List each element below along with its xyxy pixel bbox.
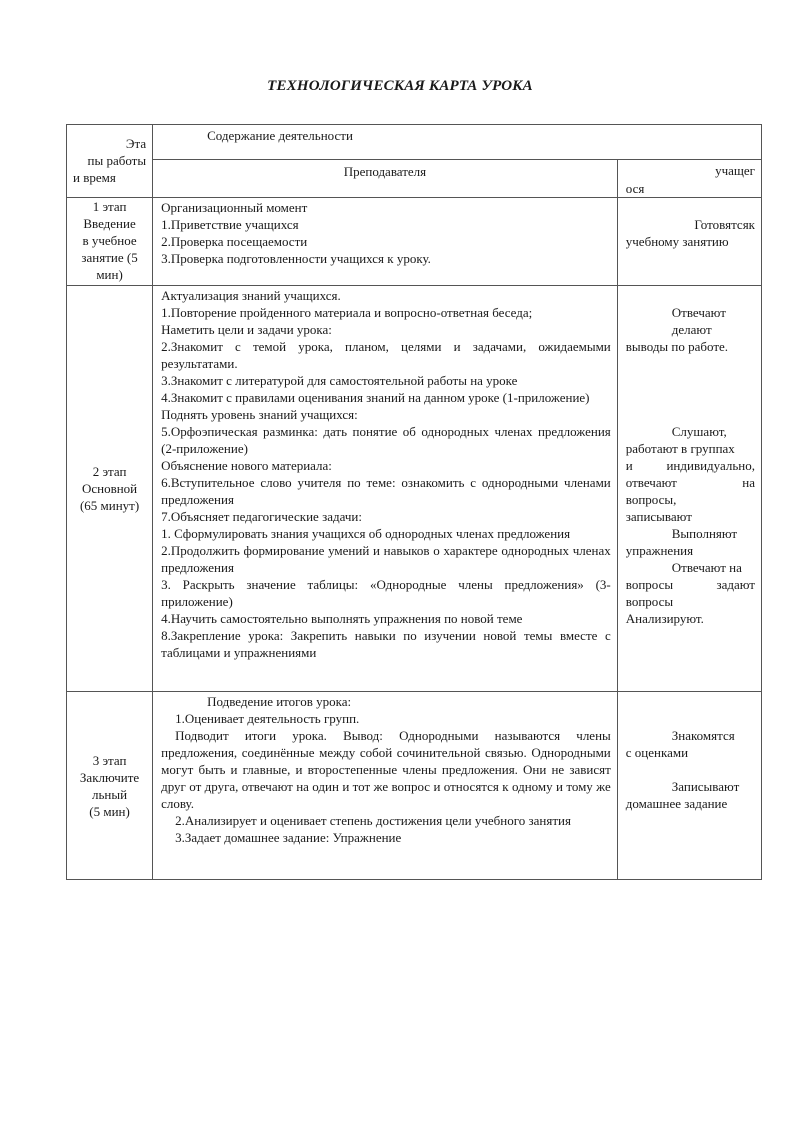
student-line: домашнее задание xyxy=(625,796,728,811)
activity-line: 5.Орфоэпическая разминка: дать понятие об однородных членах предложения (2-приложение) xyxy=(161,424,611,456)
student-activity-cell xyxy=(617,692,761,880)
teacher-activity-cell xyxy=(153,286,618,692)
student-line: Отвечают на xyxy=(671,560,742,575)
student-line: учебному занятию xyxy=(625,234,729,249)
student-line: Записывают xyxy=(671,779,740,794)
activity-line: Подводит итоги урока. Вывод: Однородными называются члены предложения, соединённые между собой сочинительной связью. Однородными могут быть и главные, и второстепенные члены предложения. Они не зависят друг от друга, отвечают на один и тот же вопрос и относятся к одному и тому же слову. xyxy=(161,728,611,811)
student-line: выводы по работе. xyxy=(625,339,729,354)
header-stage-cell xyxy=(67,125,153,198)
table-row xyxy=(67,286,762,692)
student-line: Отвечают xyxy=(671,305,726,320)
student-line: отвечают на xyxy=(625,475,755,490)
activity-line: 2.Знакомит с темой урока, планом, целями и задачами, ожидаемыми результатами. xyxy=(161,339,611,371)
activity-line: Актуализация знаний учащихся. xyxy=(161,288,341,303)
lesson-plan-table xyxy=(66,124,762,880)
activity-line: 8.Закрепление урока: Закрепить навыки по изучении новой темы вместе с таблицами и упражнениями xyxy=(161,628,611,660)
student-line: вопросы, xyxy=(625,492,677,507)
teacher-activity-cell xyxy=(153,692,618,880)
student-line: записывают xyxy=(625,509,692,524)
activity-line: 3. Раскрыть значение таблицы: «Однородные члены предложения» (3-приложение) xyxy=(161,577,611,609)
student-line: с оценками xyxy=(625,745,689,760)
student-activity-cell xyxy=(617,286,761,692)
stage-line: 2 этап xyxy=(92,464,127,479)
stage-line: Основной xyxy=(81,481,138,496)
activity-line: Наметить цели и задачи урока: xyxy=(161,322,332,337)
activity-line: 1.Приветствие учащихся xyxy=(161,217,299,232)
student-line: Знакомятся xyxy=(671,728,735,743)
stage-line: льный xyxy=(92,786,128,802)
student-line: работают в группах xyxy=(625,441,735,456)
activity-line: 2.Продолжить формирование умений и навыков о характере однородных членах предложения xyxy=(161,543,611,575)
table-row xyxy=(67,198,762,286)
student-line: вопросы задают xyxy=(625,577,755,592)
header-student-cell xyxy=(617,160,761,198)
stage-cell xyxy=(67,692,153,880)
table-header-row-1 xyxy=(67,125,762,160)
activity-line: Поднять уровень знаний учащихся: xyxy=(161,407,358,422)
header-student-line: учащег xyxy=(715,163,755,178)
student-activity-cell xyxy=(617,198,761,286)
student-line: Готовятсяк xyxy=(694,217,755,232)
activity-line: 1.Повторение пройденного материала и вопросно-ответная беседа; xyxy=(161,305,533,320)
teacher-activity-cell xyxy=(153,198,618,286)
activity-line: 3.Знакомит с литературой для самостоятельной работы на уроке xyxy=(161,373,518,388)
student-line: Слушают, xyxy=(671,424,727,439)
header-student-line: ося xyxy=(625,181,645,196)
student-line: Выполняют xyxy=(671,526,738,541)
student-line: делают xyxy=(671,322,712,337)
student-line: вопросы xyxy=(625,594,674,609)
activity-line: Подведение итогов урока: xyxy=(207,694,352,709)
activity-line: 2.Анализирует и оценивает степень достижения цели учебного занятия xyxy=(175,813,571,828)
activity-line: 3.Проверка подготовленности учащихся к уроку. xyxy=(161,251,431,266)
activity-line: Объяснение нового материала: xyxy=(161,458,332,473)
student-line: упражнения xyxy=(625,543,694,558)
stage-cell xyxy=(67,286,153,692)
stage-line: 3 этап xyxy=(92,752,127,768)
header-content-cell: Содержание деятельности xyxy=(153,125,762,160)
activity-line: 7.Объясняет педагогические задачи: xyxy=(161,509,362,524)
activity-line: 6.Вступительное слово учителя по теме: ознакомить с однородными членами предложения xyxy=(161,475,611,507)
stage-line: (5 мин) xyxy=(89,803,130,819)
activity-line: 4.Знакомит с правилами оценивания знаний на данном уроке (1-приложение) xyxy=(161,390,590,405)
header-stage-line: Эта xyxy=(125,136,147,151)
activity-line: 1. Сформулировать знания учащихся об однородных членах предложения xyxy=(161,526,571,541)
header-stage-line: пы работы xyxy=(87,153,147,168)
stage-cell xyxy=(67,198,153,286)
header-teacher-cell: Преподавателя xyxy=(153,160,618,198)
stage-line: занятие (5 xyxy=(81,250,138,265)
stage-line: мин) xyxy=(96,267,123,282)
stage-line: (65 минут) xyxy=(79,498,140,513)
activity-line: Организационный момент xyxy=(161,200,308,215)
activity-line: 3.Задает домашнее задание: Упражнение xyxy=(175,830,402,845)
table-row xyxy=(67,692,762,880)
stage-line: Заключите xyxy=(79,769,140,785)
activity-line: 4.Научить самостоятельно выполнять упражнения по новой теме xyxy=(161,611,523,626)
page-title: ТЕХНОЛОГИЧЕСКАЯ КАРТА УРОКА xyxy=(267,78,533,94)
student-line: и индивидуально, xyxy=(625,458,755,473)
header-stage-line: и время xyxy=(73,170,116,185)
stage-line: в учебное xyxy=(82,233,137,248)
stage-line: 1 этап xyxy=(92,199,127,214)
table-header-row-2 xyxy=(67,160,762,198)
activity-line: 1.Оценивает деятельность групп. xyxy=(175,711,360,726)
activity-line: 2.Проверка посещаемости xyxy=(161,234,308,249)
stage-line: Введение xyxy=(83,216,136,231)
student-line: Анализируют. xyxy=(625,611,704,626)
